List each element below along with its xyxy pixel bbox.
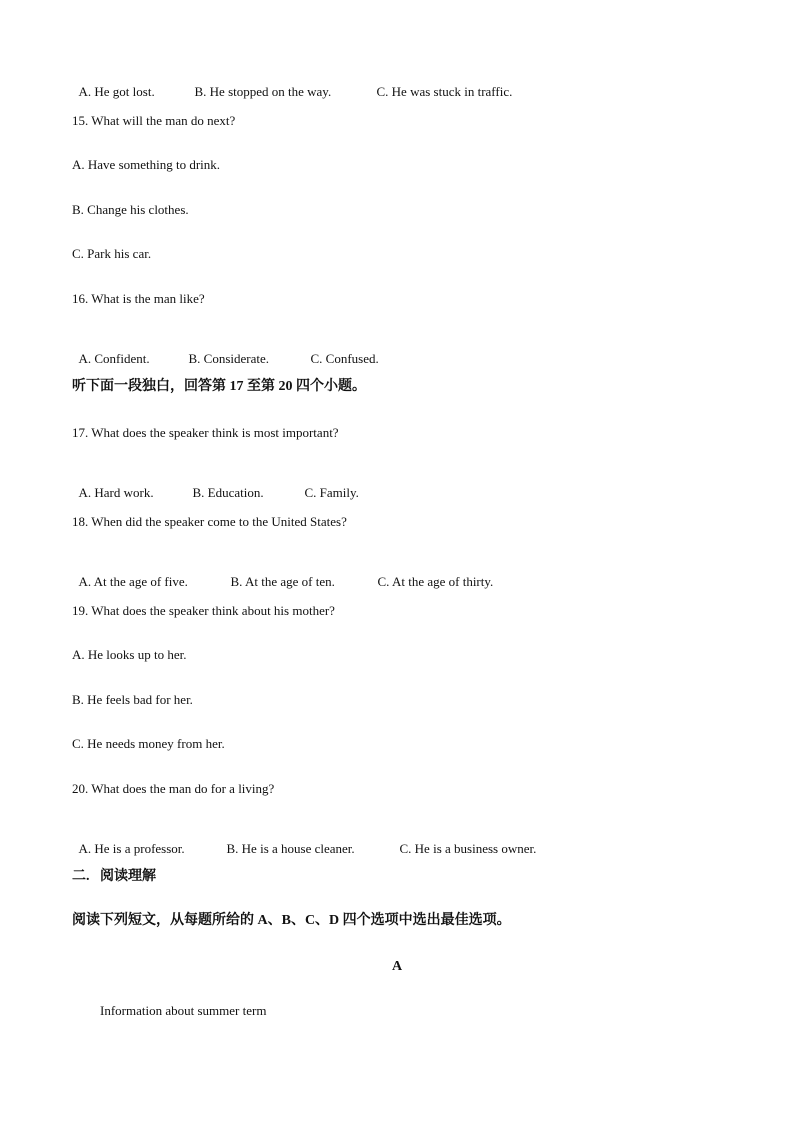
q16-option-b: B. Considerate. xyxy=(188,351,270,366)
q20-option-a: A. He is a professor. xyxy=(78,841,185,856)
q17-question: 17. What does the speaker think is most important? xyxy=(72,425,339,440)
q16-question: 16. What is the man like? xyxy=(72,291,205,306)
q15-option-b: B. Change his clothes. xyxy=(72,202,189,217)
q14-option-a: A. He got lost. xyxy=(78,84,155,99)
q17-options xyxy=(72,469,359,501)
q19-question: 19. What does the speaker think about his mother? xyxy=(72,603,335,618)
section-two-instruction: 阅读下列短文，从每题所给的 A、B、C、D 四个选项中选出最佳选项。 xyxy=(72,913,511,928)
q19-option-a: A. He looks up to her. xyxy=(72,647,187,662)
q14-option-c: C. He was stuck in traffic. xyxy=(376,84,513,99)
q18-option-b: B. At the age of ten. xyxy=(230,574,335,589)
q20-question: 20. What does the man do for a living? xyxy=(72,781,275,796)
q16-options xyxy=(72,335,379,367)
q19-option-b: B. He feels bad for her. xyxy=(72,692,193,707)
q17-option-c: C. Family. xyxy=(304,485,359,500)
q20-option-b: B. He is a house cleaner. xyxy=(226,841,355,856)
q14-option-b: B. He stopped on the way. xyxy=(194,84,332,99)
q15-question: 15. What will the man do next? xyxy=(72,113,236,128)
q14-options xyxy=(72,68,512,100)
passage-first-line: Information about summer term xyxy=(100,1003,267,1018)
q18-question: 18. When did the speaker come to the United States? xyxy=(72,514,347,529)
passage-label: A xyxy=(391,959,403,974)
monologue-instruction: 听下面一段独白，回答第 17 至第 20 四个小题。 xyxy=(72,379,366,394)
q20-options xyxy=(72,825,536,857)
q18-option-a: A. At the age of five. xyxy=(78,574,188,589)
q18-option-c: C. At the age of thirty. xyxy=(377,574,494,589)
q15-option-a: A. Have something to drink. xyxy=(72,157,221,172)
q16-option-c: C. Confused. xyxy=(310,351,379,366)
q18-options xyxy=(72,558,493,590)
q17-option-a: A. Hard work. xyxy=(78,485,154,500)
section-two-heading: 二. 阅读理解 xyxy=(72,869,156,884)
q20-option-c: C. He is a business owner. xyxy=(399,841,537,856)
q16-option-a: A. Confident. xyxy=(78,351,150,366)
q17-option-b: B. Education. xyxy=(192,485,264,500)
q19-option-c: C. He needs money from her. xyxy=(72,736,225,751)
q15-option-c: C. Park his car. xyxy=(72,246,152,261)
